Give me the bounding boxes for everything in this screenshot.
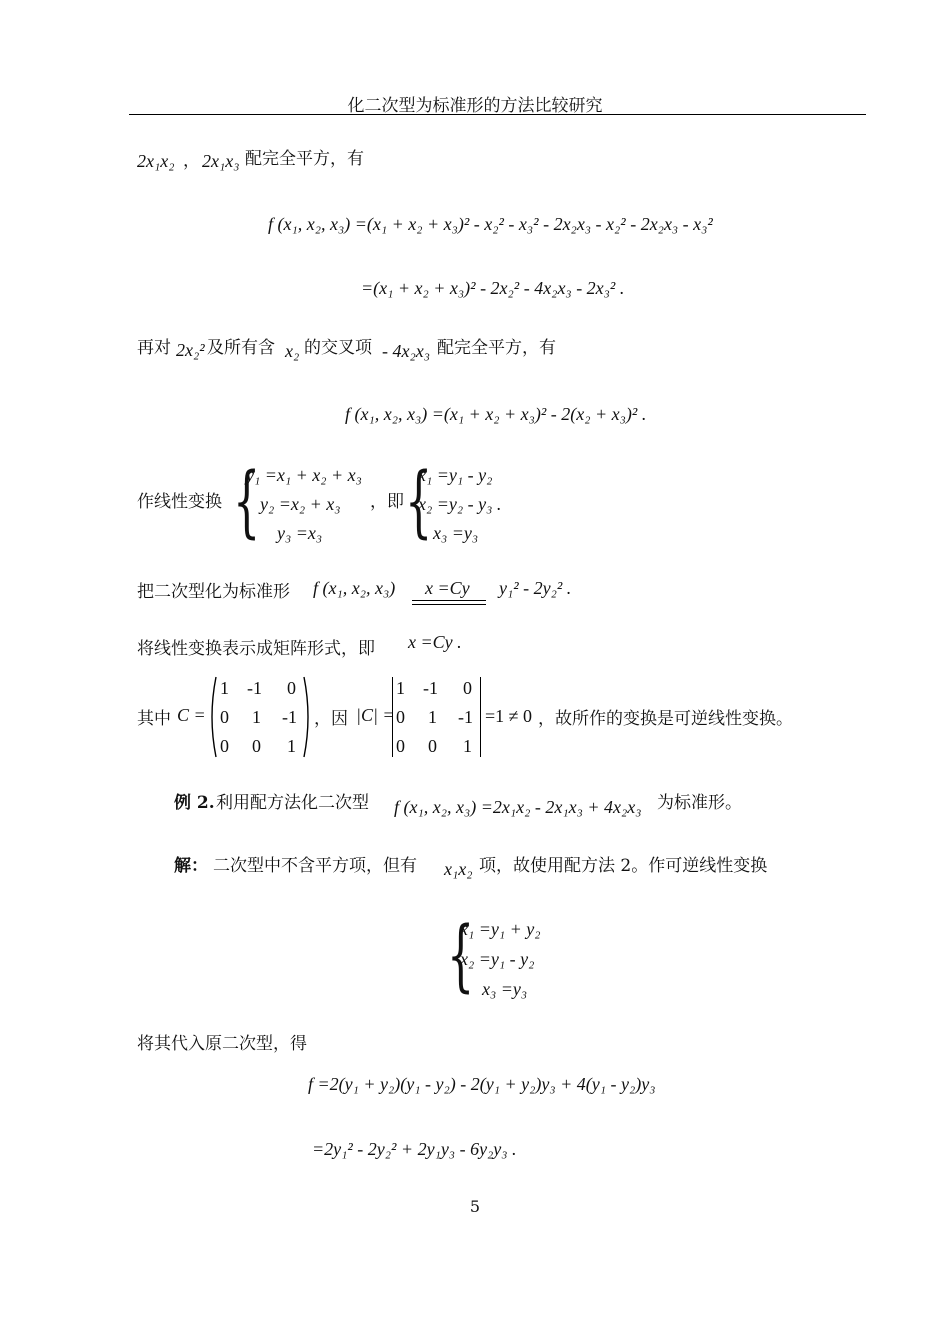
left-brace-2: { <box>405 457 433 547</box>
left-brace-3: { <box>447 911 475 1001</box>
term-2x1x3: 2x₁x₃ <box>202 151 240 171</box>
header-rule <box>129 114 866 115</box>
system1-eq2: y₂ =x₂ + x₃ <box>260 494 341 514</box>
example-2-formula: f (x₁, x₂, x₃) =2x₁x₂ - 2x₁x₃ + 4x₂x₃ <box>394 797 642 817</box>
term-C-eq: C = <box>177 705 206 725</box>
term-x-eq-Cy-2: x =Cy . <box>408 632 462 652</box>
text-that-is: ，即 <box>370 492 404 512</box>
page-number: 5 <box>469 1197 481 1216</box>
text-linear-transform: 作线性变换 <box>137 492 222 512</box>
example-2-label: 例 2. <box>174 793 215 813</box>
solution-text-1: 二次型中不含平方项，但有 <box>213 856 417 876</box>
example-2-suffix: 为标准形。 <box>657 793 742 813</box>
matrix-cell: 0 <box>252 736 261 756</box>
det-cell: 0 <box>428 736 437 756</box>
matrix-cell: 1 <box>220 678 229 698</box>
text-matrix-form: 将线性变换表示成矩阵形式，即 <box>137 639 375 659</box>
system3-eq3: x₃ =y₃ <box>482 979 528 999</box>
term-x1x2: x₁x₂ <box>444 859 473 879</box>
system2-eq2: x₂ =y₂ - y₃ . <box>418 494 502 514</box>
matrix-cell: -1 <box>247 678 262 698</box>
system1-eq1: y₁ =x₁ + x₂ + x₃ <box>246 465 362 485</box>
equation-2: =(x₁ + x₂ + x₃)² - 2x₂² - 4x₂x₃ - 2x₃² . <box>361 278 625 298</box>
text-cross-terms: 的交叉项 <box>304 338 372 358</box>
det-bar-left <box>392 677 393 757</box>
term-x-eq-Cy: x =Cy <box>425 578 470 598</box>
left-brace-1: { <box>233 457 261 547</box>
system3-eq2: x₂ =y₁ - y₂ <box>460 949 535 969</box>
matrix-cell: 0 <box>287 678 296 698</box>
term-x2: x₂ <box>285 341 300 361</box>
term-4x2x3: - 4x₂x₃ <box>382 341 430 361</box>
equation-3: f (x₁, x₂, x₃) =(x₁ + x₂ + x₃)² - 2(x₂ + x₃)² . <box>345 404 647 424</box>
comma: ， <box>183 151 200 171</box>
matrix-cell: 0 <box>220 707 229 727</box>
det-cell: 0 <box>396 736 405 756</box>
term-2x1x2: 2x₁x₂ <box>137 151 175 171</box>
system1-eq3: y₃ =x₃ <box>277 523 323 543</box>
text-where: 其中 <box>137 709 171 729</box>
text-substitute: 将其代入原二次型，得 <box>137 1034 307 1054</box>
text-complete-square-2: 配完全平方，有 <box>437 338 556 358</box>
term-detC: |C| = <box>356 705 395 725</box>
det-cell: 0 <box>463 678 472 698</box>
text-because: ，因 <box>314 709 348 729</box>
det-cell: 1 <box>428 707 437 727</box>
equation-1: f (x₁, x₂, x₃) =(x₁ + x₂ + x₃)² - x₂² - x₃² - 2x₂x₃ - x₂² - 2x₂x₃ - x₃² <box>268 214 713 234</box>
det-cell: -1 <box>423 678 438 698</box>
term-standard-form: y₁² - 2y₂² . <box>499 578 572 598</box>
matrix-cell: 0 <box>220 736 229 756</box>
matrix-cell: 1 <box>252 707 261 727</box>
term-2x2sq: 2x₂² <box>176 340 205 360</box>
text-again: 再对 <box>137 338 171 358</box>
text-invertible: ，故所作的变换是可逆线性变换。 <box>538 709 793 729</box>
example-2-text: 利用配方法化二次型 <box>216 793 369 813</box>
double-underline <box>412 600 486 605</box>
equation-4: f =2(y₁ + y₂)(y₁ - y₂) - 2(y₁ + y₂)y₃ + 4(y₁ - y₂)y₃ <box>308 1074 656 1094</box>
text-and-containing: 及所有含 <box>207 338 275 358</box>
system3-eq1: x₁ =y₁ + y₂ <box>460 919 541 939</box>
matrix-cell: 1 <box>287 736 296 756</box>
solution-text-2: 项，故使用配方法 2。作可逆线性变换 <box>479 856 768 876</box>
det-cell: 1 <box>396 678 405 698</box>
det-cell: -1 <box>458 707 473 727</box>
det-cell: 1 <box>463 736 472 756</box>
system2-eq1: x₁ =y₁ - y₂ <box>418 465 493 485</box>
term-det-value: =1 ≠ 0 <box>485 706 533 726</box>
text-complete-square: 配完全平方，有 <box>245 149 364 169</box>
page-header-title: 化二次型为标准形的方法比较研究 <box>347 96 603 116</box>
solution-label: 解： <box>174 856 208 876</box>
term-f: f (x₁, x₂, x₃) <box>313 578 396 598</box>
text-to-standard-form: 把二次型化为标准形 <box>137 582 290 602</box>
equation-5: =2y₁² - 2y₂² + 2y₁y₃ - 6y₂y₃ . <box>312 1139 517 1159</box>
system2-eq3: x₃ =y₃ <box>433 523 479 543</box>
det-bar-right <box>480 677 481 757</box>
det-cell: 0 <box>396 707 405 727</box>
matrix-cell: -1 <box>282 707 297 727</box>
